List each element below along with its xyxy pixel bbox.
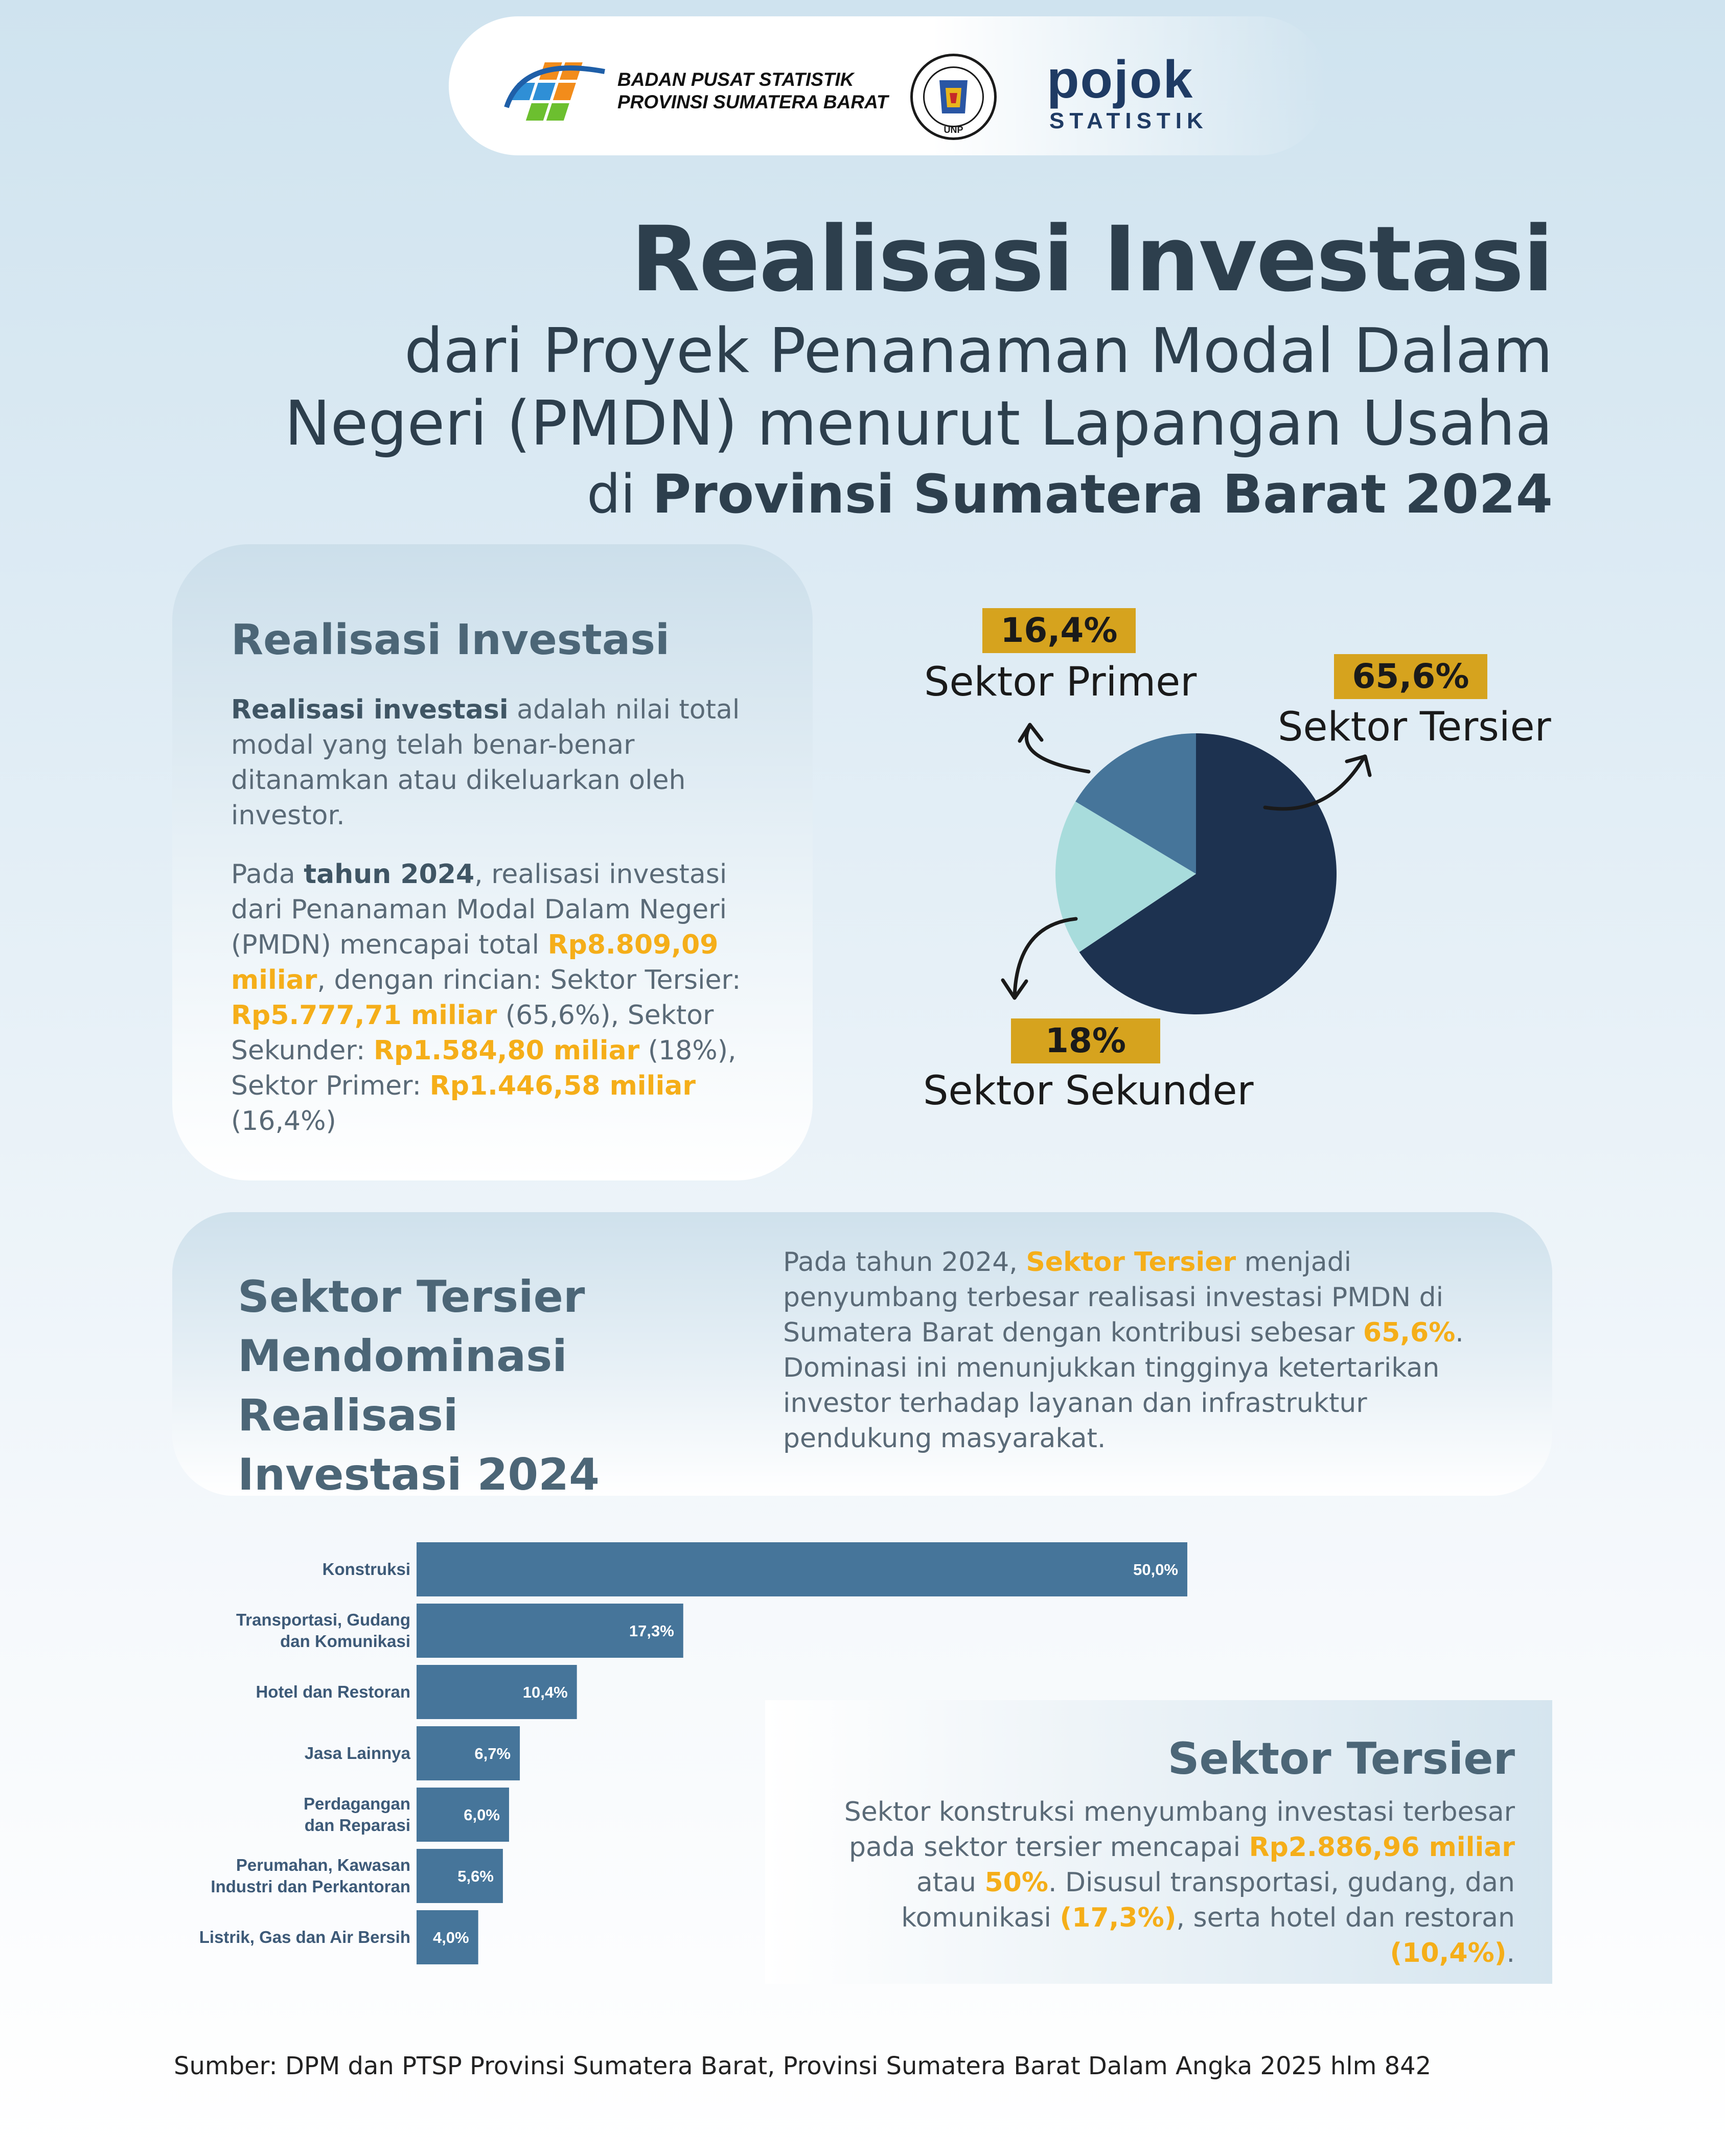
- bps-org-name: [617, 68, 904, 113]
- org-line2: PROVINSI SUMATERA BARAT: [617, 91, 888, 112]
- card2-highlight-sector: Sektor Tersier: [1026, 1247, 1236, 1278]
- sekunder-value: Rp1.584,80 miliar: [373, 1035, 640, 1066]
- summary-text: , realisasi investasi dari Penanaman Modal Dalam Negeri (PMDN) mencapai total: [231, 859, 727, 960]
- subtitle-region-year: Provinsi Sumatera Barat 2024: [652, 463, 1553, 525]
- total-value: Rp8.809,09 miliar: [231, 930, 719, 995]
- card1-heading: Realisasi Investasi: [231, 616, 670, 664]
- transportasi-percent: (17,3%): [1060, 1903, 1177, 1933]
- card3-text: .: [1506, 1938, 1515, 1968]
- org-line1: BADAN PUSAT STATISTIK: [617, 69, 854, 90]
- card3-text: atau: [916, 1867, 985, 1898]
- bar-category-label: Listrik, Gas dan Air Bersih: [199, 1928, 410, 1946]
- card2-paragraph: [783, 1245, 1488, 1456]
- card2-highlight-percent: 65,6%: [1363, 1317, 1456, 1348]
- tersier-label: Sektor Tersier: [1278, 704, 1551, 750]
- primer-arrowhead: [1020, 725, 1042, 741]
- card2-heading-line: Investasi 2024: [238, 1449, 600, 1500]
- summary-text: , dengan rincian: Sektor Tersier:: [317, 965, 741, 995]
- bar-category-label: Hotel dan Restoran: [256, 1682, 410, 1701]
- definition-text: adalah nilai total modal yang telah benar-benar ditanamkan atau dikeluarkan oleh investor.: [231, 694, 740, 831]
- konstruksi-value: Rp2.886,96 miliar: [1249, 1832, 1515, 1863]
- summary-paragraph: [231, 857, 783, 1139]
- summary-year: tahun 2024: [304, 859, 475, 890]
- bar-value-label: 4,0%: [432, 1929, 469, 1946]
- bar-category-label: Industri dan Perkantoran: [211, 1877, 410, 1896]
- subtitle-prefix: di: [587, 463, 653, 525]
- primer-label: Sektor Primer: [924, 659, 1197, 705]
- card3-heading: Sektor Tersier: [1167, 1733, 1515, 1784]
- bar-category-label: Perdagangan: [303, 1794, 410, 1813]
- statistik-logo-text: STATISTIK: [1049, 108, 1208, 133]
- bar-category-label: Jasa Lainnya: [304, 1744, 410, 1763]
- bar-category-label: dan Reparasi: [304, 1816, 410, 1835]
- summary-text: (65,6%), Sektor Sekunder:: [231, 1000, 714, 1066]
- bar-value-label: 5,6%: [457, 1867, 494, 1885]
- bar-value-label: 10,4%: [522, 1683, 568, 1701]
- konstruksi-percent: 50%: [984, 1867, 1048, 1898]
- primer-percent-badge: 16,4%: [982, 608, 1136, 653]
- primer-value: Rp1.446,58 miliar: [429, 1071, 696, 1101]
- bar-category-label: Perumahan, Kawasan: [236, 1856, 410, 1874]
- card2-heading-line: Mendominasi Realisasi: [238, 1331, 567, 1441]
- card3-text: Sektor konstruksi menyumbang investasi terbesar pada sektor tersier mencapai: [844, 1797, 1515, 1863]
- sekunder-percent-badge: 18%: [1011, 1018, 1160, 1063]
- bar-category-label: Transportasi, Gudang: [236, 1610, 410, 1629]
- card2-text: . Dominasi ini menunjukkan tingginya ketertarikan investor terhadap layanan dan infrastruktur pendukung masyarakat.: [783, 1317, 1464, 1454]
- page-subtitle-line2: Negeri (PMDN) menurut Lapangan Usaha: [284, 388, 1553, 459]
- card3-text: . Disusul transportasi, gudang, dan komunikasi: [901, 1867, 1515, 1933]
- bar-category-label: Konstruksi: [322, 1560, 410, 1579]
- unp-abbr: UNP: [944, 125, 963, 135]
- page-title: Realisasi Investasi: [631, 207, 1553, 312]
- tersier-value: Rp5.777,71 miliar: [231, 1000, 497, 1031]
- card2-heading-line: Sektor Tersier: [238, 1271, 585, 1323]
- pojok-logo-text: pojok: [1047, 50, 1194, 109]
- summary-text: (16,4%): [231, 1106, 336, 1137]
- card3-text: , serta hotel dan restoran: [1176, 1903, 1515, 1933]
- bps-logo-icon: [502, 51, 610, 128]
- card2-heading: [238, 1267, 774, 1504]
- bar-category-label: dan Komunikasi: [280, 1632, 410, 1651]
- bar-value-label: 6,0%: [464, 1806, 500, 1824]
- bar-value-label: 6,7%: [474, 1745, 511, 1763]
- page-subtitle-line1: dari Proyek Penanaman Modal Dalam: [404, 316, 1553, 387]
- tersier-percent-badge: 65,6%: [1334, 654, 1487, 699]
- bar-value-label: 50,0%: [1133, 1561, 1178, 1579]
- card3-paragraph: [799, 1795, 1515, 1971]
- summary-text: Pada: [231, 859, 304, 890]
- summary-text: (18%), Sektor Primer:: [231, 1035, 737, 1101]
- header-logo-bar: [449, 16, 1328, 155]
- page-subtitle-line3: [587, 461, 1553, 527]
- hotel-percent: (10,4%): [1390, 1938, 1507, 1968]
- bar-0: [417, 1542, 1187, 1596]
- bar-value-label: 17,3%: [629, 1622, 674, 1640]
- card2-text: menjadi penyumbang terbesar realisasi investasi PMDN di Sumatera Barat dengan kontribusi sebesar: [783, 1247, 1444, 1348]
- card2-text: Pada tahun 2024,: [783, 1247, 1026, 1278]
- definition-paragraph: [231, 692, 773, 833]
- definition-term: Realisasi investasi: [231, 694, 509, 725]
- source-note: Sumber: DPM dan PTSP Provinsi Sumatera Barat, Provinsi Sumatera Barat Dalam Angka 2025 hlm 842: [174, 2052, 1432, 2080]
- sekunder-label: Sektor Sekunder: [923, 1068, 1254, 1114]
- unp-logo-icon: [909, 52, 998, 142]
